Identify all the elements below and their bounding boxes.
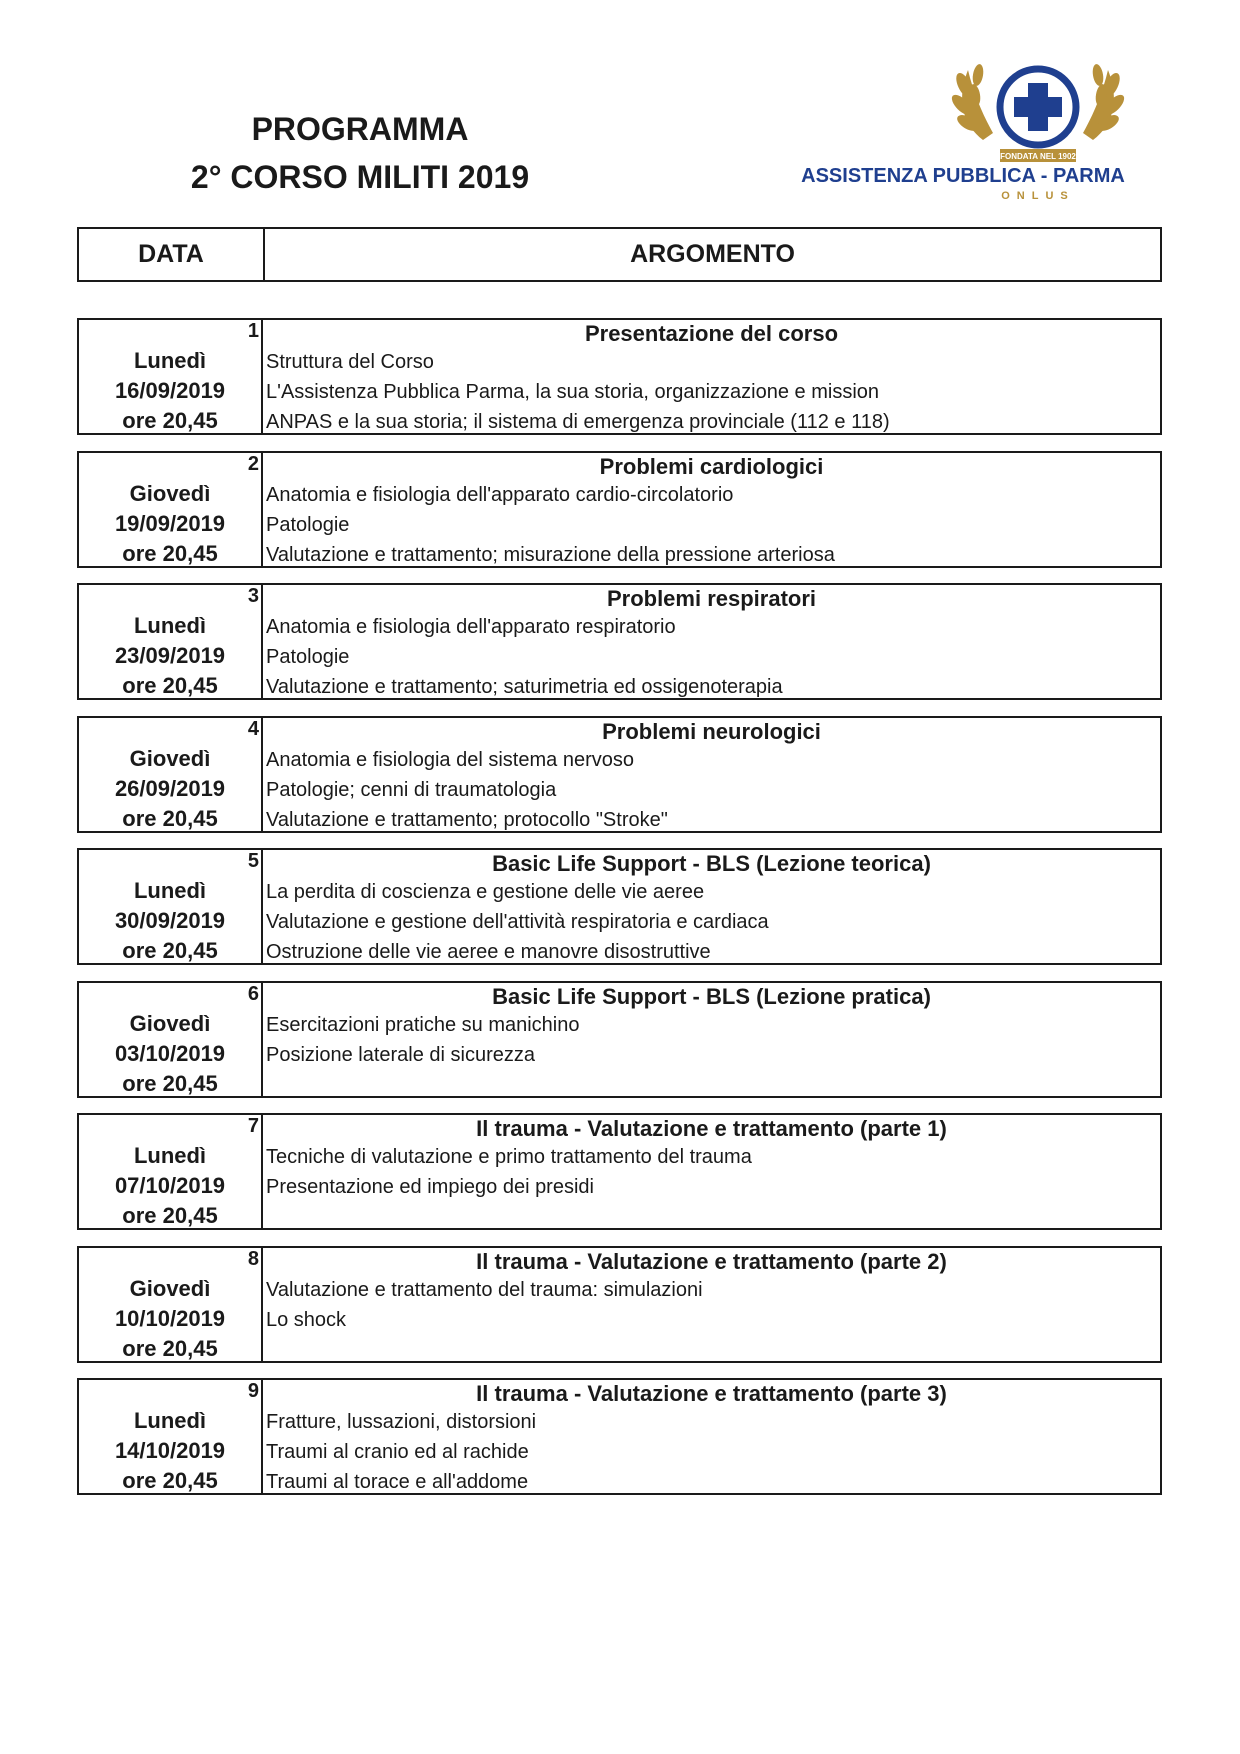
lesson-date: 19/09/2019: [114, 510, 226, 536]
lesson-day: Giovedì: [129, 745, 211, 771]
lesson-time: ore 20,45: [122, 805, 218, 831]
lesson-topic-item: Posizione laterale di sicurezza: [266, 1043, 536, 1066]
lesson-day: Giovedì: [129, 1275, 211, 1301]
lesson-day: Lunedì: [133, 878, 207, 903]
lesson-topic-item: Valutazione e trattamento; protocollo "Stroke": [266, 808, 668, 831]
lesson-number: 9: [247, 1380, 259, 1402]
lesson-topic-item: Anatomia e fisiologia dell'apparato respiratorio: [266, 616, 676, 638]
topic-column-header: ARGOMENTO: [630, 240, 795, 268]
table-header: [77, 227, 1162, 282]
lesson-date: 14/10/2019: [114, 1438, 226, 1463]
lesson-day: Lunedì: [133, 1143, 207, 1168]
lesson-topic-item: Patologie; cenni di traumatologia: [266, 778, 557, 801]
title-line-1: PROGRAMMA: [251, 111, 469, 147]
lesson-date-cell: [79, 850, 263, 963]
lesson-date: 23/09/2019: [114, 643, 226, 668]
title-line-2: 2° CORSO MILITI 2019: [190, 159, 530, 195]
lesson-number: 4: [247, 717, 259, 740]
lesson-number: 6: [247, 982, 259, 1005]
page-title: [150, 105, 570, 201]
lesson-topic-item: La perdita di coscienza e gestione delle vie aeree: [266, 881, 705, 903]
lesson-topic-cell: [263, 1115, 1160, 1228]
lesson-topic-item: Fratture, lussazioni, distorsioni: [266, 1411, 537, 1433]
logo-subtitle: ONLUS: [1001, 190, 1075, 202]
lesson-topic-title: Il trauma - Valutazione e trattamento (parte 3): [476, 1381, 947, 1406]
lesson-date-cell: [79, 983, 263, 1096]
lesson-number: 3: [247, 585, 259, 607]
lesson-topic-cell: [263, 1380, 1160, 1493]
lesson-time: ore 20,45: [122, 408, 218, 433]
lesson-topic-title: Il trauma - Valutazione e trattamento (parte 2): [476, 1248, 947, 1274]
lesson-time: ore 20,45: [122, 1335, 218, 1361]
lesson-row: [77, 1378, 1162, 1495]
lesson-date-cell: [79, 585, 263, 698]
lesson-topic-item: Patologie: [266, 513, 350, 536]
lesson-time: ore 20,45: [122, 1203, 218, 1228]
lesson-date-cell: [79, 1380, 263, 1493]
lesson-topic-item: Valutazione e gestione dell'attività respiratoria e cardiaca: [266, 911, 769, 933]
lesson-topic-item: Patologie: [266, 646, 350, 668]
lessons-list: [77, 318, 1162, 1511]
lesson-time: ore 20,45: [122, 1468, 218, 1493]
lesson-row: [77, 1113, 1162, 1230]
lesson-row: [77, 848, 1162, 965]
lesson-topic-item: Lo shock: [266, 1308, 347, 1331]
lesson-day: Lunedì: [133, 613, 207, 638]
lesson-topic-item: Tecniche di valutazione e primo trattamento del trauma: [266, 1146, 752, 1168]
lesson-topic-title: Problemi respiratori: [606, 586, 817, 611]
lesson-topic-cell: [263, 1248, 1160, 1361]
lesson-row: [77, 451, 1162, 568]
lesson-date-cell: [79, 320, 263, 433]
lesson-topic-item: Esercitazioni pratiche su manichino: [266, 1013, 580, 1036]
lesson-date: 10/10/2019: [114, 1305, 226, 1331]
lesson-topic-title: Presentazione del corso: [584, 321, 839, 346]
founded-text: FONDATA NEL 1902: [1000, 152, 1076, 161]
lesson-row: [77, 1246, 1162, 1363]
lesson-number: 8: [247, 1247, 259, 1270]
lesson-number: 2: [247, 452, 259, 475]
lesson-row: [77, 583, 1162, 700]
lesson-topic-title: Il trauma - Valutazione e trattamento (parte 1): [476, 1116, 947, 1141]
lesson-topic-item: Ostruzione delle vie aeree e manovre disostruttive: [266, 941, 711, 963]
lesson-topic-item: Presentazione ed impiego dei presidi: [266, 1176, 594, 1198]
lesson-topic-title: Basic Life Support - BLS (Lezione pratica): [492, 983, 931, 1009]
lesson-date-cell: [79, 1248, 263, 1361]
lesson-topic-title: Problemi neurologici: [602, 718, 821, 744]
lesson-row: [77, 716, 1162, 833]
lesson-row: [77, 318, 1162, 435]
lesson-topic-item: ANPAS e la sua storia; il sistema di emergenza provinciale (112 e 118): [266, 411, 890, 433]
date-column-header: DATA: [79, 229, 265, 280]
lesson-topic-item: Struttura del Corso: [266, 351, 434, 373]
lesson-topic-item: Traumi al cranio ed al rachide: [266, 1441, 529, 1463]
laurel-cross-logo-icon: [778, 55, 1138, 205]
lesson-day: Lunedì: [133, 348, 207, 373]
lesson-date-cell: [79, 1115, 263, 1228]
lesson-row: [77, 981, 1162, 1098]
lesson-number: 1: [247, 320, 259, 342]
lesson-time: ore 20,45: [122, 540, 218, 566]
organization-logo: [778, 55, 1138, 205]
lesson-date: 26/09/2019: [114, 775, 226, 801]
lesson-topic-item: Valutazione e trattamento del trauma: simulazioni: [266, 1278, 703, 1301]
lesson-date-cell: [79, 453, 263, 566]
lesson-day: Giovedì: [129, 1010, 211, 1036]
lesson-number: 7: [247, 1115, 259, 1137]
lesson-topic-item: Anatomia e fisiologia del sistema nervoso: [266, 748, 634, 771]
lesson-topic-item: Valutazione e trattamento; saturimetria ed ossigenoterapia: [266, 676, 783, 698]
lesson-topic-item: Anatomia e fisiologia dell'apparato cardio-circolatorio: [266, 483, 734, 506]
lesson-date-cell: [79, 718, 263, 831]
lesson-date: 30/09/2019: [114, 908, 226, 933]
lesson-topic-cell: [263, 585, 1160, 698]
lesson-topic-cell: [263, 850, 1160, 963]
lesson-date: 03/10/2019: [114, 1040, 226, 1066]
lesson-topic-item: Valutazione e trattamento; misurazione della pressione arteriosa: [266, 543, 835, 566]
lesson-day: Giovedì: [129, 480, 211, 506]
lesson-number: 5: [247, 850, 259, 872]
lesson-topic-cell: [263, 453, 1160, 566]
lesson-time: ore 20,45: [122, 1070, 218, 1096]
lesson-topic-title: Problemi cardiologici: [599, 453, 824, 479]
lesson-topic-cell: [263, 983, 1160, 1096]
lesson-topic-cell: [263, 320, 1160, 433]
lesson-time: ore 20,45: [122, 938, 218, 963]
lesson-topic-cell: [263, 718, 1160, 831]
lesson-time: ore 20,45: [122, 673, 218, 698]
lesson-topic-title: Basic Life Support - BLS (Lezione teorica): [492, 851, 931, 876]
lesson-day: Lunedì: [133, 1408, 207, 1433]
lesson-topic-item: L'Assistenza Pubblica Parma, la sua storia, organizzazione e mission: [266, 381, 880, 403]
lesson-date: 16/09/2019: [114, 378, 226, 403]
lesson-topic-item: Traumi al torace e all'addome: [266, 1471, 529, 1493]
logo-name: ASSISTENZA PUBBLICA - PARMA: [801, 165, 1125, 187]
lesson-date: 07/10/2019: [114, 1173, 226, 1198]
